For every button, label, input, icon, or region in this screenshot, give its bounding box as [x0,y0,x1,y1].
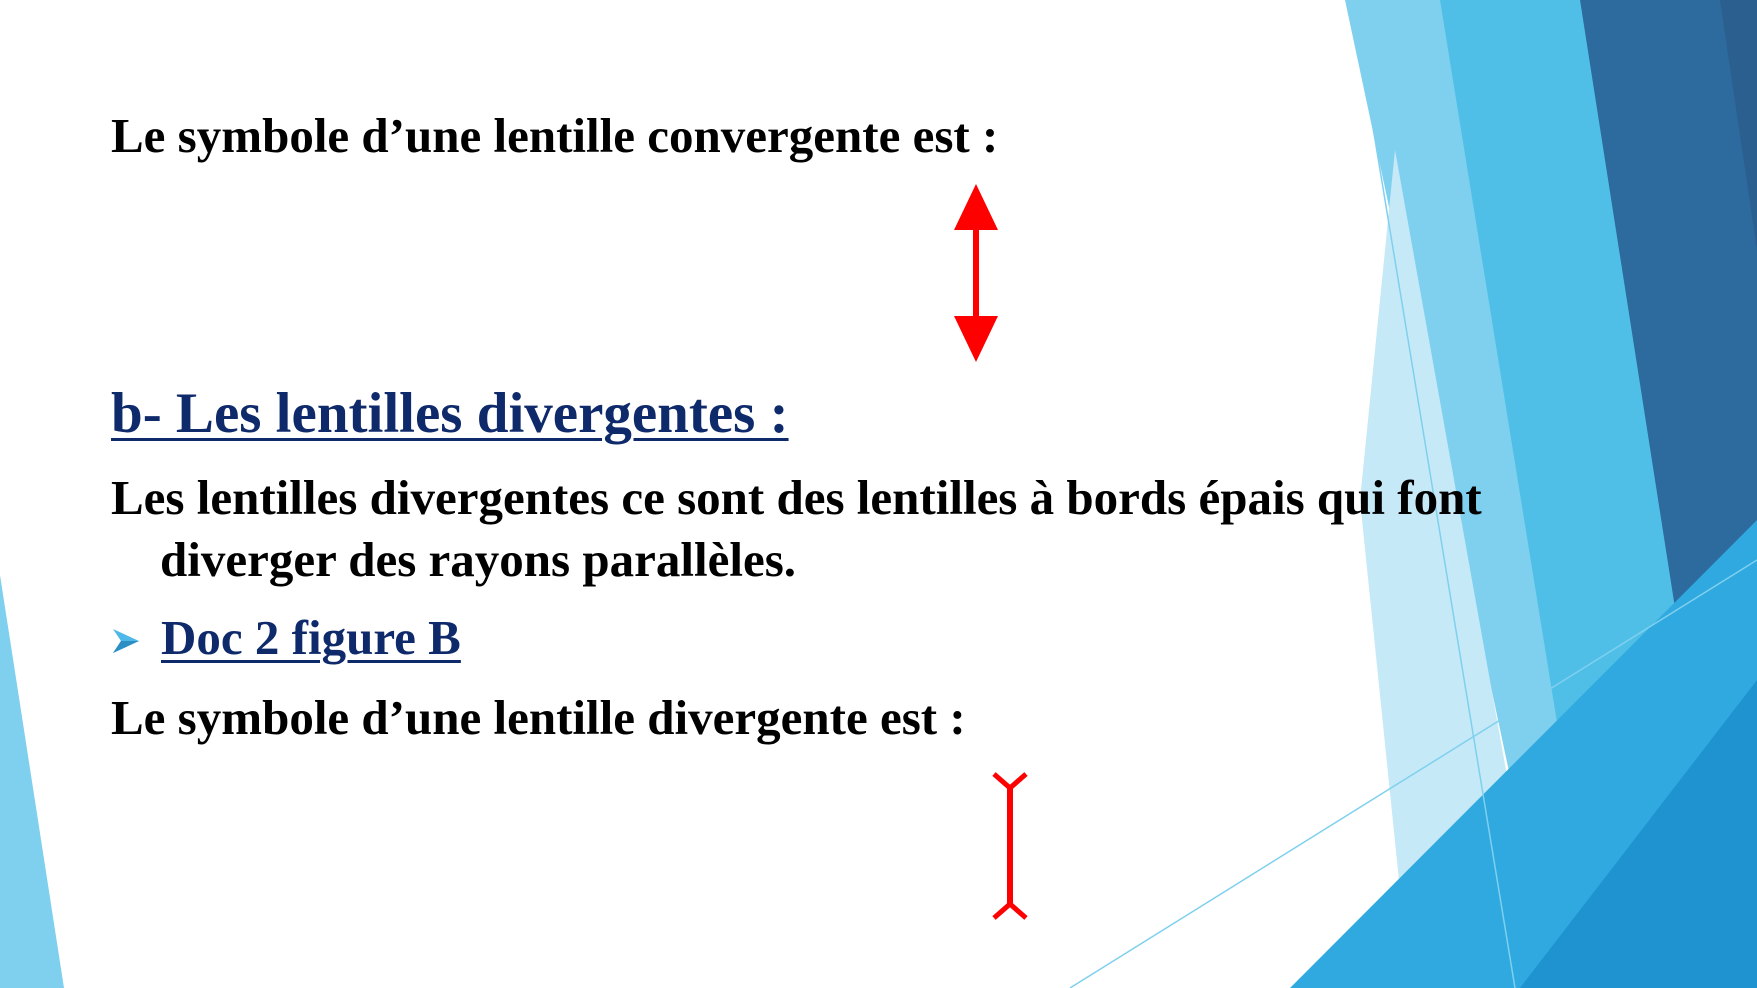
doc-reference-bullet [111,606,461,670]
section-heading-divergent-lenses: b- Les lentilles divergentes : [111,382,789,445]
divergent-lens-symbol-icon [986,770,1034,922]
convergent-lens-symbol-icon [948,180,1004,366]
left-edge-shape [0,575,64,988]
arrowhead-bullet-icon [111,626,141,656]
convergent-symbol-caption: Le symbole d’une lentille convergente est : [111,108,999,163]
divergent-symbol-caption: Le symbole d’une lentille divergente est : [111,690,966,745]
divergent-definition-line-2: diverger des rayons parallèles. [160,532,797,587]
doc-2-figure-b-link[interactable]: Doc 2 figure B [161,610,461,665]
divergent-definition-line-1: Les lentilles divergentes ce sont des lentilles à bords épais qui font [111,470,1482,525]
